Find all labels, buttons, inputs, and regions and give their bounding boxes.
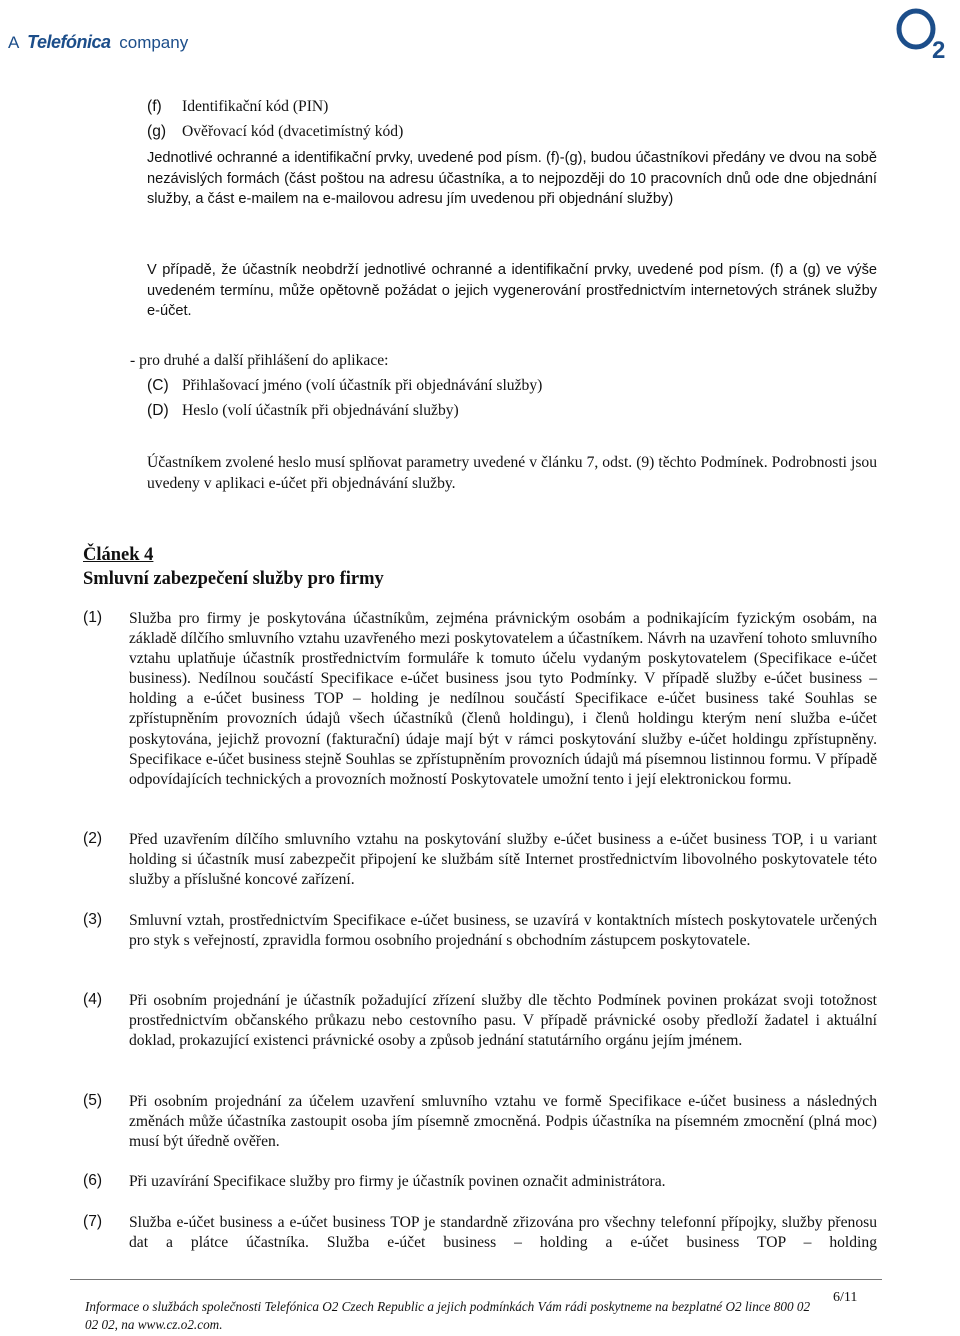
o2-logo	[892, 4, 952, 60]
item-number: (4)	[83, 991, 103, 1008]
list-marker: (D)	[147, 402, 169, 419]
list-text: Identifikační kód (PIN)	[182, 98, 329, 115]
item-text: Před uzavřením dílčího smluvního vztahu na poskytování služby e-účet business a e-účet business TOP, i u variant holding si účastník musí zabezpečit připojení ke službám sítě Internet prostřednictvím libovolného poskytovatele této služby a příslušné koncové zařízení.	[129, 831, 877, 889]
item-text: Při uzavírání Specifikace služby pro firmy je účastník povinen označit administrátora.	[129, 1173, 666, 1190]
paragraph-delivery: Jednotlivé ochranné a identifikační prvky, uvedené pod písm. (f)-(g), budou účastníkovi předány ve dvou na sobě nezávislých formách (část poštou na adresu účastníka, a to nejpozději do 10 pracovních dnů ode dne objednání služby, a část e-mailem na e-mailovou adresu jím uvedenou při objednání služby)	[147, 150, 877, 207]
telefonica-logo	[8, 32, 188, 56]
logo-prefix: A	[8, 33, 19, 52]
list-text: Přihlašovací jméno (volí účastník při objednávání služby)	[182, 377, 543, 394]
second-login-intro: - pro druhé a další přihlášení do aplikace:	[130, 352, 389, 369]
item-text: Smluvní vztah, prostřednictvím Specifikace e-účet business, se uzavírá v kontaktních místech poskytovatele určených pro styk s veřejností, zpravidla formou osobního projednání s obchodním zástupcem poskytovatele.	[129, 912, 877, 950]
item-number: (1)	[83, 609, 103, 626]
logo-brand: Telefónica	[27, 32, 111, 52]
list-text: Heslo (volí účastník při objednávání služby)	[182, 402, 459, 419]
list-text: Ověřovací kód (dvacetimístný kód)	[182, 123, 404, 140]
footer-divider	[70, 1279, 882, 1280]
item-text: Při osobním projednání je účastník požadující zřízení služby dle těchto Podmínek povinen prokázat svoji totožnost prostřednictvím občanského průkazu nebo cestovního pasu. V případě právnické osoby předloží žadatel i aktuální doklad, prokazující existenci právnické osoby a způsob jednání statutárního orgánu jejím jménem.	[129, 992, 877, 1050]
list-marker: (f)	[147, 98, 162, 115]
item-number: (6)	[83, 1172, 103, 1189]
paragraph-regenerate: V případě, že účastník neobdrží jednotlivé ochranné a identifikační prvky, uvedené pod písm. (f) a (g) ve výše uvedeném termínu, může opětovně požádat o jejich vygenerování prostřednictvím internetových stránek služby e-účet.	[147, 262, 877, 319]
item-text: Služba e-účet business a e-účet business TOP je standardně zřizována pro všechny telefonní přípojky, služby přenosu dat a plátce účastníka. Služba e-účet business – holding a e-účet business TOP – holding	[129, 1214, 877, 1252]
item-text: Při osobním projednání za účelem uzavření smluvního vztahu ve formě Specifikace e-účet business a následných změnách může účastníka zastoupit osoba jím písemně zmocněná. Podpis účastníka na písemném zmocnění (plná moc) musí být úředně ověřen.	[129, 1093, 877, 1151]
list-item-f	[147, 98, 328, 116]
item-number: (3)	[83, 911, 103, 928]
logo-suffix: company	[119, 33, 189, 52]
footer-info: Informace o službách společnosti Telefónica O2 Czech Republic a jejich podmínkách Vám rádi poskytneme na bezplatné O2 lince 800 02 02 02, na www.cz.o2.com.	[85, 1299, 811, 1332]
list-item-c	[147, 377, 542, 395]
item-number: (7)	[83, 1213, 103, 1230]
list-marker: (C)	[147, 377, 169, 394]
item-number: (5)	[83, 1092, 103, 1109]
item-text: Služba pro firmy je poskytována účastníkům, zejména právnickým osobám a podnikajícím fyzickým osobám, na základě dílčího smluvního vztahu uzavřeného mezi poskytovatelem a účastníkem. Návrh na uzavření tohoto smluvního vztahu uplatňuje účastník prostřednictvím formuláře k tomuto účelu vydaným poskytovatelem (Specifikace e-účet business). Nedílnou součástí Specifikace e-účet business jsou tyto Podmínky. V případě služby e-účet business – holding a e-účet business TOP – holding je nedílnou součástí Specifikace e-účet business také Souhlas se zpřístupněním provozních údajů všech účastníků (členů holdingu), i členů holdingu kterým není služba e-účet poskytována, jejichž provozní (fakturační) údaje mají být v rámci poskytování služby e-účet holdingu zpřístupněny. Specifikace e-účet business stejně Souhlas se zpřístupněním provozních údajů má písemnou listinnou formu. V případě odpovídajících technických a provozních možností Poskytovatele umožní tento i její elektronickou formu.	[129, 610, 877, 788]
article-number: Článek 4	[83, 545, 154, 565]
item-number: (2)	[83, 830, 103, 847]
page-number: 6/11	[833, 1290, 858, 1305]
list-marker: (g)	[147, 123, 167, 140]
list-item-g	[147, 123, 403, 141]
paragraph-password: Účastníkem zvolené heslo musí splňovat parametry uvedené v článku 7, odst. (9) těchto Podmínek. Podrobnosti jsou uvedeny v aplikaci e-účet při objednávání služby.	[147, 454, 877, 492]
list-item-d	[147, 402, 459, 420]
svg-text:2: 2	[932, 37, 946, 60]
article-title: Smluvní zabezpečení služby pro firmy	[83, 569, 384, 589]
